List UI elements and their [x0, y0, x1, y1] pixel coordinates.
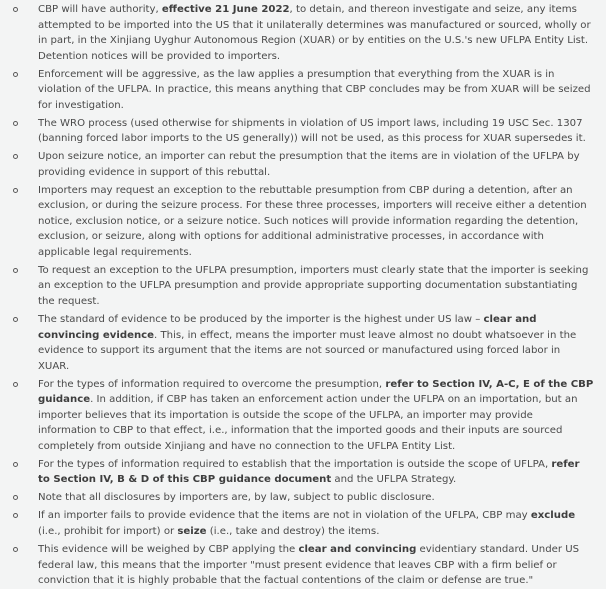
bullet-circle-icon: [13, 268, 18, 273]
bullet-circle-icon: [13, 547, 18, 552]
bullet-emphasis-text: clear and convincing evidence: [38, 314, 537, 341]
bullet-circle-icon: [13, 121, 18, 126]
bullet-text: Importers may request an exception to the rebuttable presumption from CBP during a detention, after an exclusion, or during the seizure process. For these three processes, importers will receive either a detention notice, exclusion notice, or a seizure notice. Such notices will provide information regarding the detention, exclusion, or seizure, along with options for additional administrative processes, in accordance with applicable legal requirements.: [38, 184, 587, 258]
bullet-circle-icon: [13, 154, 18, 159]
bullet-circle-icon: [13, 382, 18, 387]
bullet-circle-icon: [13, 317, 18, 322]
bullet-text: If an importer fails to provide evidence that the items are not in violation of the UFLPA, CBP may: [38, 510, 531, 522]
bullet-text: (i.e., take and destroy) the items.: [206, 525, 380, 537]
bullet-item: [0, 457, 594, 488]
bullet-text: evidentiary standard. Under US federal law, this means that the importer "must present evidence that leaves CBP with a firm belief or conviction that it is highly probable that the factual contentions of the claim or defense are true.": [38, 544, 580, 587]
bullet-list: [0, 2, 594, 589]
bullet-text: Upon seizure notice, an importer can rebut the presumption that the items are in violation of the UFLPA by providing evidence in support of this rebuttal.: [38, 151, 580, 178]
bullet-circle-icon: [13, 462, 18, 467]
bullet-text: The WRO process (used otherwise for shipments in violation of US import laws, including 19 USC Sec. 1307 (banning forced labor imports to the US generally)) will not be used, as this process for XUAR supersedes it.: [38, 117, 586, 145]
bullet-emphasis-text: seize: [177, 525, 207, 537]
bullet-item: [0, 312, 594, 374]
bullet-circle-icon: [13, 188, 18, 193]
bullet-item: [0, 183, 594, 261]
bullet-text: Enforcement will be aggressive, as the law applies a presumption that everything from the XUAR is in violation of the UFLPA. In practice, this means anything that CBP concludes may be from XUAR will be seized for investigation.: [38, 68, 591, 111]
bullet-item: [0, 2, 594, 64]
bullet-item: [0, 263, 594, 310]
bullet-circle-icon: [13, 513, 18, 518]
bullet-item: [0, 67, 594, 114]
bullet-text: CBP will have authority,: [38, 4, 162, 15]
bullet-item: [0, 508, 594, 539]
bullet-text: For the types of information required to overcome the presumption,: [38, 378, 386, 390]
bullet-emphasis-text: clear and convincing: [298, 544, 417, 556]
bullet-item: [0, 490, 594, 506]
bullet-text: . In addition, if CBP has taken an enforcement action under the UFLPA on an importation, but an importer believes that its importation is outside the scope of the UFLPA, an importer may provide information to CBP to that effect, i.e., information that the imported goods and their inputs are sourced completely from outside Xinjiang and have no connection to the UFLPA Entity List.: [38, 394, 578, 452]
bullet-item: [0, 116, 594, 147]
bullet-text: For the types of information required to establish that the importation is outside the scope of UFLPA,: [38, 458, 552, 470]
bullet-circle-icon: [13, 72, 18, 77]
bullet-text: This evidence will be weighed by CBP applying the: [38, 544, 299, 556]
bullet-text: To request an exception to the UFLPA presumption, importers must clearly state that the importer is seeking an exception to the UFLPA presumption and provide appropriate supporting documentation substantiating the request.: [38, 264, 589, 307]
bullet-text: . This, in effect, means the importer must leave almost no doubt whatsoever in the evidence to support its argument that the items are not sourced or manufactured using forced labor in XUAR.: [38, 329, 577, 372]
bullet-text: (i.e., prohibit for import) or: [38, 525, 178, 537]
bullet-circle-icon: [13, 7, 18, 12]
bullet-emphasis-text: exclude: [530, 510, 576, 522]
bullet-emphasis-text: effective 21 June 2022: [161, 4, 290, 15]
bullet-emphasis-text: refer to Section IV, B & D of this CBP guidance document: [38, 458, 580, 486]
bullet-item: [0, 149, 594, 180]
bullet-circle-icon: [13, 495, 18, 500]
bullet-item: [0, 377, 594, 455]
bullet-emphasis-text: refer to Section IV, A-C, E of the CBP guidance: [38, 378, 594, 406]
bullet-text: and the UFLPA Strategy.: [331, 474, 457, 486]
bullet-text: The standard of evidence to be produced by the importer is the highest under US law –: [38, 314, 484, 326]
bullet-text: Note that all disclosures by importers are, by law, subject to public disclosure.: [38, 492, 435, 504]
bullet-text: , to detain, and thereon investigate and seize, any items attempted to be imported into the US that it unilaterally determines was manufactured or sourced, wholly or in part, in the Xinjiang Uyghur Autonomous Region (XUAR) or by entities on the U.S.'s new UFLPA Entity List. Detention notices will be provided to importers.: [38, 4, 591, 62]
